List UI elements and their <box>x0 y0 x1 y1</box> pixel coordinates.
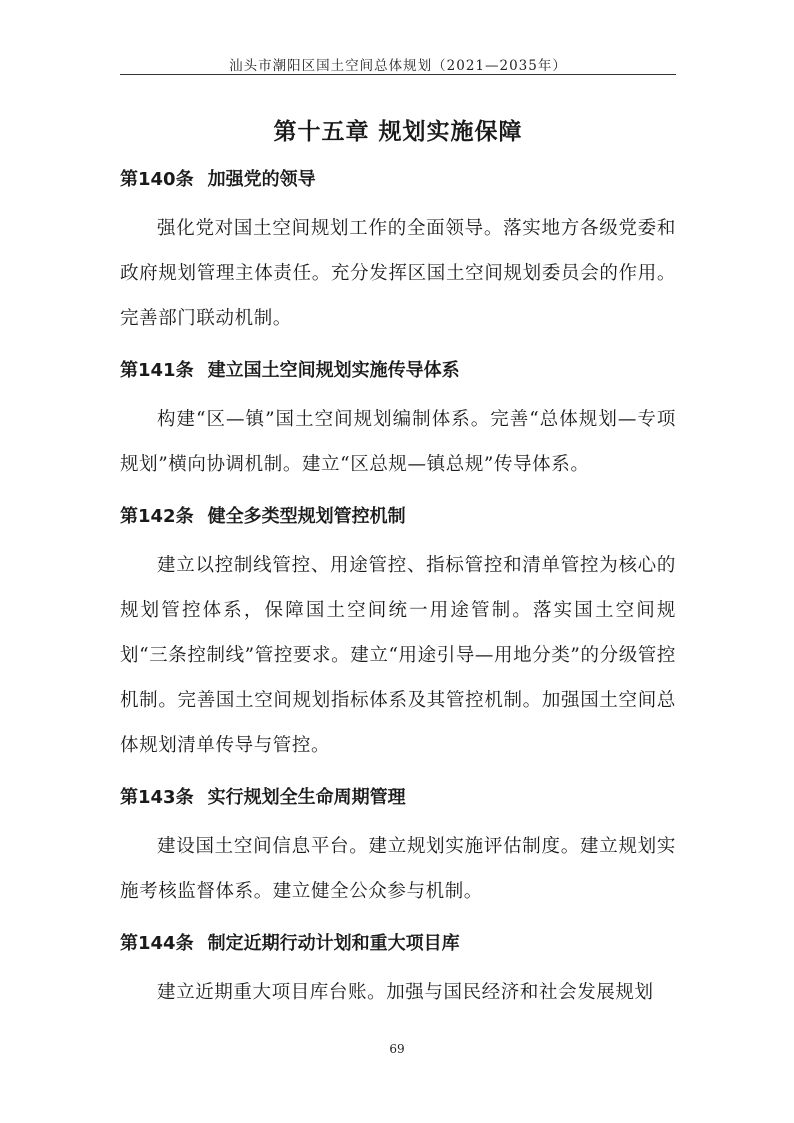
running-header: 汕头市潮阳区国土空间总体规划（2021—2035年） <box>229 58 567 74</box>
article-paragraph: 建设国土空间信息平台。建立规划实施评估制度。建立规划实施考核监督体系。建立健全公众参与机制。 <box>120 836 676 902</box>
article-number: 第142条 <box>120 506 194 527</box>
article-title: 制定近期行动计划和重大项目库 <box>207 933 460 954</box>
article-heading <box>120 503 676 531</box>
article-141 <box>120 357 676 487</box>
article-paragraph: 建立以控制线管控、用途管控、指标管控和清单管控为核心的规划管控体系，保障国土空间统一用途管制。落实国土空间规划“三条控制线”管控要求。建立“用途引导—用地分类”的分级管控机制。完善国土空间规划指标体系及其管控机制。加强国土空间总体规划清单传导与管控。 <box>120 555 676 756</box>
article-title: 实行规划全生命周期管理 <box>207 787 406 808</box>
page-number: 69 <box>389 1042 405 1056</box>
article-number: 第143条 <box>120 787 194 808</box>
article-title: 建立国土空间规划实施传导体系 <box>207 360 460 381</box>
document-body <box>120 166 676 1015</box>
article-title: 加强党的领导 <box>207 169 316 190</box>
article-paragraph: 构建“区—镇”国土空间规划编制体系。完善“总体规划—专项规划”横向协调机制。建立“区总规—镇总规”传导体系。 <box>120 409 676 475</box>
article-paragraph: 强化党对国土空间规划工作的全面领导。落实地方各级党委和政府规划管理主体责任。充分发挥区国土空间规划委员会的作用。完善部门联动机制。 <box>120 218 676 329</box>
chapter-title: 第十五章 规划实施保障 <box>273 119 523 145</box>
article-143 <box>120 784 676 914</box>
article-140 <box>120 166 676 341</box>
article-heading <box>120 784 676 812</box>
article-heading <box>120 357 676 385</box>
article-title: 健全多类型规划管控机制 <box>207 506 406 527</box>
header-rule <box>120 74 676 75</box>
article-144 <box>120 930 676 1015</box>
article-number: 第141条 <box>120 360 194 381</box>
article-paragraph: 建立近期重大项目库台账。加强与国民经济和社会发展规划 <box>157 982 654 1003</box>
article-number: 第140条 <box>120 169 194 190</box>
article-142 <box>120 503 676 768</box>
article-number: 第144条 <box>120 933 194 954</box>
article-heading <box>120 166 676 194</box>
article-heading <box>120 930 676 958</box>
